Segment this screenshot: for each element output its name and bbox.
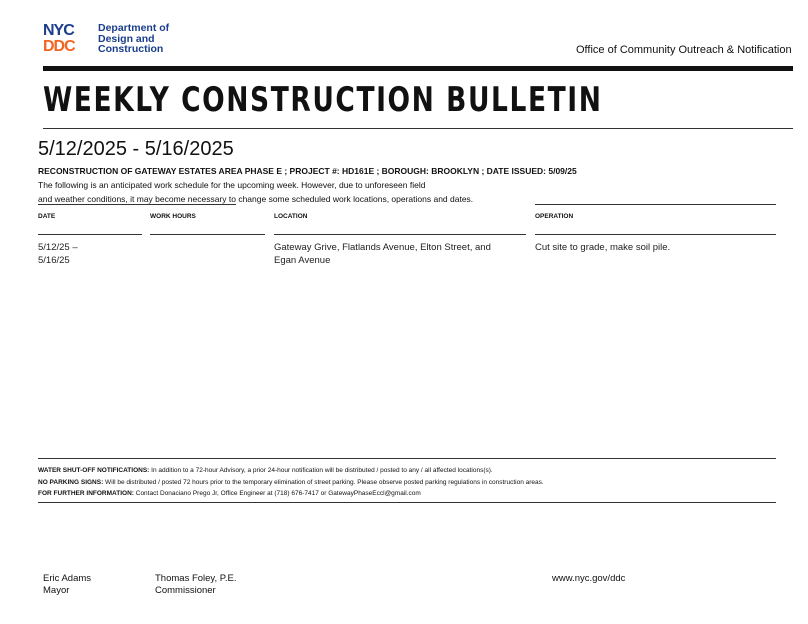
website-link[interactable]: www.nyc.gov/ddc	[552, 573, 626, 584]
column-header-date: DATE	[38, 213, 56, 220]
title-divider	[43, 128, 793, 129]
dept-line-3: Construction	[98, 43, 164, 55]
mayor-title: Mayor	[43, 585, 70, 596]
intro-underline	[535, 204, 776, 205]
further-info-text: Contact Donaciano Prego Jr, Office Engineer at (718) 676-7417 or GatewayPhaseEccl@gmail.com	[133, 490, 421, 497]
date-range: 5/12/2025 - 5/16/2025	[38, 138, 234, 160]
water-shutoff-label: WATER SHUT-OFF NOTIFICATIONS:	[38, 467, 150, 474]
header-divider-bar	[43, 66, 793, 71]
footer-commissioner	[155, 573, 237, 597]
notes-top-rule	[38, 458, 776, 459]
table-row-date	[38, 241, 142, 267]
no-parking-note	[38, 479, 544, 486]
table-row-location	[274, 241, 526, 267]
table-row-operation: Cut site to grade, make soil pile.	[535, 242, 671, 253]
project-info-line: RECONSTRUCTION OF GATEWAY ESTATES AREA PHASE E ; PROJECT #: HD161E ; BOROUGH: BROOKLYN ; DATE ISSUED: 5/09/25	[38, 166, 577, 176]
column-header-location: LOCATION	[274, 213, 308, 220]
dept-line-2: Design and	[98, 32, 155, 45]
intro-text-segment-1: and weather conditions,	[38, 194, 128, 204]
further-info-note	[38, 490, 421, 497]
no-parking-label: NO PARKING SIGNS:	[38, 479, 104, 486]
intro-text-line-2	[38, 194, 473, 204]
mayor-name: Eric Adams	[43, 573, 92, 584]
further-info-label: FOR FURTHER INFORMATION:	[38, 490, 134, 497]
intro-text-segment-3: change some scheduled work locations, operations and dates.	[235, 194, 474, 204]
column-rule-date	[38, 234, 142, 235]
intro-text-line-1: The following is an anticipated work schedule for the upcoming week. However, due to unforeseen field	[38, 180, 426, 190]
logo-ddc-text: DDC	[43, 38, 75, 55]
dept-line-1: Department of	[98, 22, 170, 34]
page-title: WEEKLY CONSTRUCTION BULLETIN	[43, 80, 603, 120]
row-date-end: 5/16/25	[38, 255, 70, 266]
column-rule-operation	[535, 234, 776, 235]
logo-nyc-text: NYC	[43, 22, 74, 39]
water-shutoff-text: In addition to a 72-hour Advisory, a prior 24-hour notification will be distributed / posted to any / all affected locations(s).	[149, 467, 493, 474]
row-location-line-2: Egan Avenue	[274, 255, 331, 266]
office-name: Office of Community Outreach & Notification	[576, 44, 792, 56]
column-header-work-hours: WORK HOURS	[150, 213, 196, 220]
department-name	[98, 23, 169, 55]
commissioner-name: Thomas Foley, P.E.	[155, 573, 237, 584]
no-parking-text: Will be distributed / posted 72 hours prior to the temporary elimination of street parking. Please observe posted parking regulations in construction areas.	[103, 479, 544, 486]
commissioner-title: Commissioner	[155, 585, 216, 596]
column-rule-work-hours	[150, 234, 265, 235]
notes-bottom-rule	[38, 502, 776, 503]
nyc-ddc-logo	[43, 23, 91, 55]
row-date-start: 5/12/25 –	[38, 242, 78, 253]
column-header-operation: OPERATION	[535, 213, 574, 220]
row-location-line-1: Gateway Grive, Flatlands Avenue, Elton Street, and	[274, 242, 491, 253]
column-rule-location	[274, 234, 526, 235]
intro-text-segment-2: it may become necessary to	[127, 194, 236, 204]
water-shutoff-note	[38, 467, 493, 474]
footer-mayor	[43, 573, 91, 597]
